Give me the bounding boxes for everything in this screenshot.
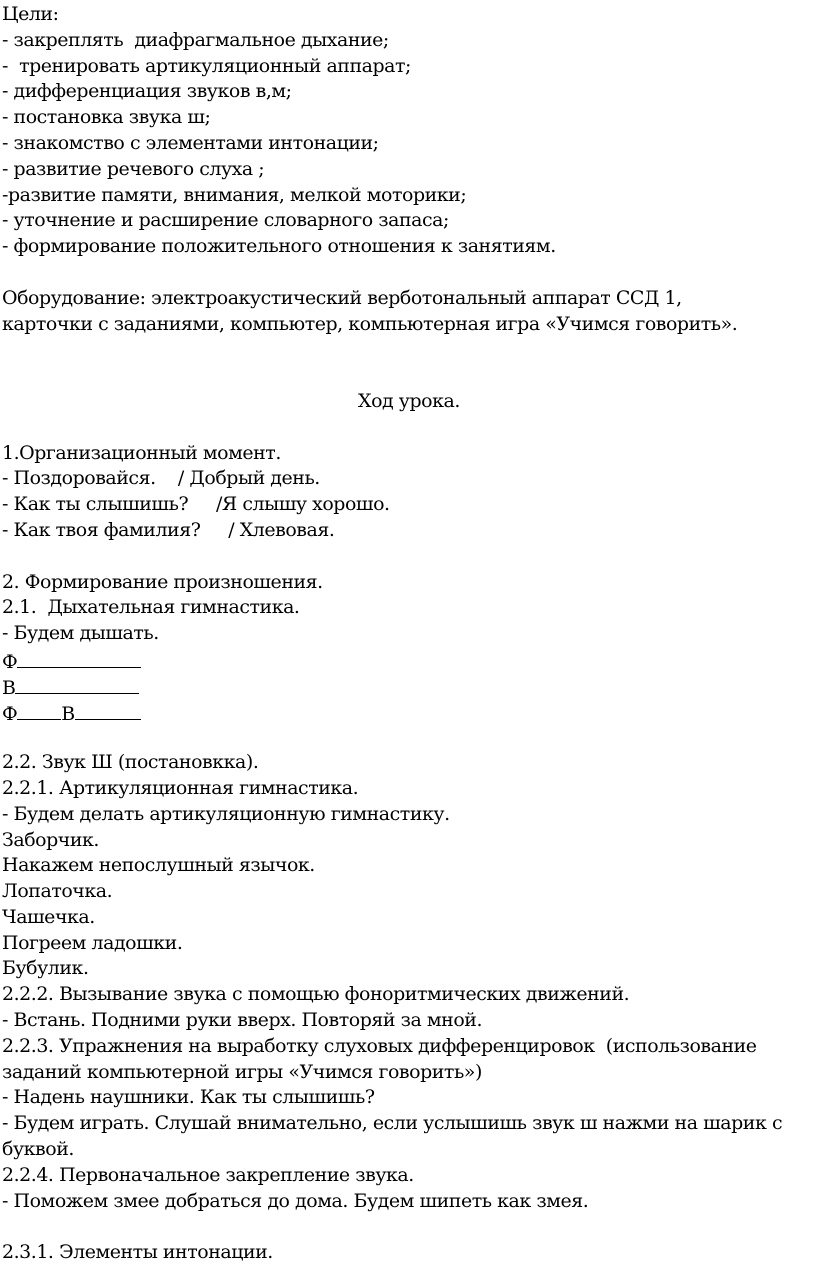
blank-underline: [75, 699, 141, 720]
breathing-row-fv: [2, 699, 814, 725]
dialog-line: - Как ты слышишь? /Я слышу хорошо.: [2, 493, 390, 516]
exercise-line: Лопаточка.: [2, 880, 113, 903]
goal-item: - знакомство с элементами интонации;: [2, 131, 379, 154]
letter-f: Ф: [2, 650, 18, 673]
exercise-line: Погреем ладошки.: [2, 931, 183, 954]
blank-line: [2, 415, 814, 441]
subsection-title: 2.1. Дыхательная гимнастика.: [2, 596, 300, 619]
goal-item: - формирование положительного отношения к занятиям.: [2, 235, 556, 258]
breathing-row-f: [2, 647, 814, 673]
breathing-row-v: [2, 673, 814, 699]
dialog-line: - Поздоровайся. / Добрый день.: [2, 467, 320, 490]
document-page: [2, 2, 814, 1266]
goal-item: - дифференциация звуков в,м;: [2, 80, 292, 103]
subsection-title: 2.2. Звук Ш (постановкка).: [2, 751, 259, 774]
goal-item: - развитие речевого слуха ;: [2, 157, 265, 180]
blank-line: [2, 337, 814, 363]
instruction-line: - Встань. Подними руки вверх. Повторяй за мной.: [2, 1009, 483, 1032]
subsection-title: 2.2.2. Вызывание звука с помощью фоноритмических движений.: [2, 983, 630, 1006]
blank-line: [2, 544, 814, 570]
dialog-line: - Как твоя фамилия? / Хлевовая.: [2, 518, 335, 541]
instruction-line: буквой.: [2, 1138, 74, 1161]
lesson-title: Ход урока.: [358, 389, 460, 412]
blank-line: [2, 363, 814, 389]
subsection-title: 2.3.1. Элементы интонации.: [2, 1241, 273, 1264]
exercise-line: Заборчик.: [2, 828, 99, 851]
subsection-title: 2.2.4. Первоначальное закрепление звука.: [2, 1163, 414, 1186]
blank-underline: [15, 673, 139, 694]
blank-line: [2, 1214, 814, 1240]
letter-f: Ф: [2, 702, 18, 725]
section-title: 2. Формирование произношения.: [2, 570, 323, 593]
subsection-title: 2.2.1. Артикуляционная гимнастика.: [2, 776, 359, 799]
instruction-line: - Будем дышать.: [2, 622, 159, 645]
exercise-line: Накажем непослушный язычок.: [2, 854, 315, 877]
goal-item: - тренировать артикуляционный аппарат;: [2, 54, 411, 77]
equipment-line: карточки с заданиями, компьютер, компьютерная игра «Учимся говорить».: [2, 312, 738, 335]
equipment-line: Оборудование: электроакустический верботональный аппарат ССД 1,: [2, 286, 682, 309]
exercise-line: - Будем делать артикуляционную гимнастику.: [2, 802, 450, 825]
goal-item: - закреплять диафрагмальное дыхание;: [2, 28, 389, 51]
letter-v: В: [61, 702, 75, 725]
blank-underline: [17, 647, 141, 668]
goal-item: -развитие памяти, внимания, мелкой моторики;: [2, 183, 467, 206]
instruction-line: - Надень наушники. Как ты слышишь?: [2, 1086, 375, 1109]
subsection-title: заданий компьютерной игры «Учимся говорить»): [2, 1060, 482, 1083]
goal-item: - уточнение и расширение словарного запаса;: [2, 209, 449, 232]
exercise-line: Бубулик.: [2, 957, 89, 980]
blank-underline: [17, 699, 61, 720]
blank-line: [2, 724, 814, 750]
exercise-line: Чашечка.: [2, 905, 95, 928]
instruction-line: - Будем играть. Слушай внимательно, если услышишь звук ш нажми на шарик с: [2, 1112, 783, 1135]
instruction-line: - Поможем змее добраться до дома. Будем шипеть как змея.: [2, 1189, 589, 1212]
subsection-title: 2.2.3. Упражнения на выработку слуховых дифференцировок (использование: [2, 1034, 757, 1057]
goals-heading: Цели:: [2, 3, 59, 25]
blank-line: [2, 260, 814, 286]
section-title: 1.Организационный момент.: [2, 441, 281, 464]
letter-v: В: [2, 676, 16, 699]
goal-item: - постановка звука ш;: [2, 106, 211, 129]
